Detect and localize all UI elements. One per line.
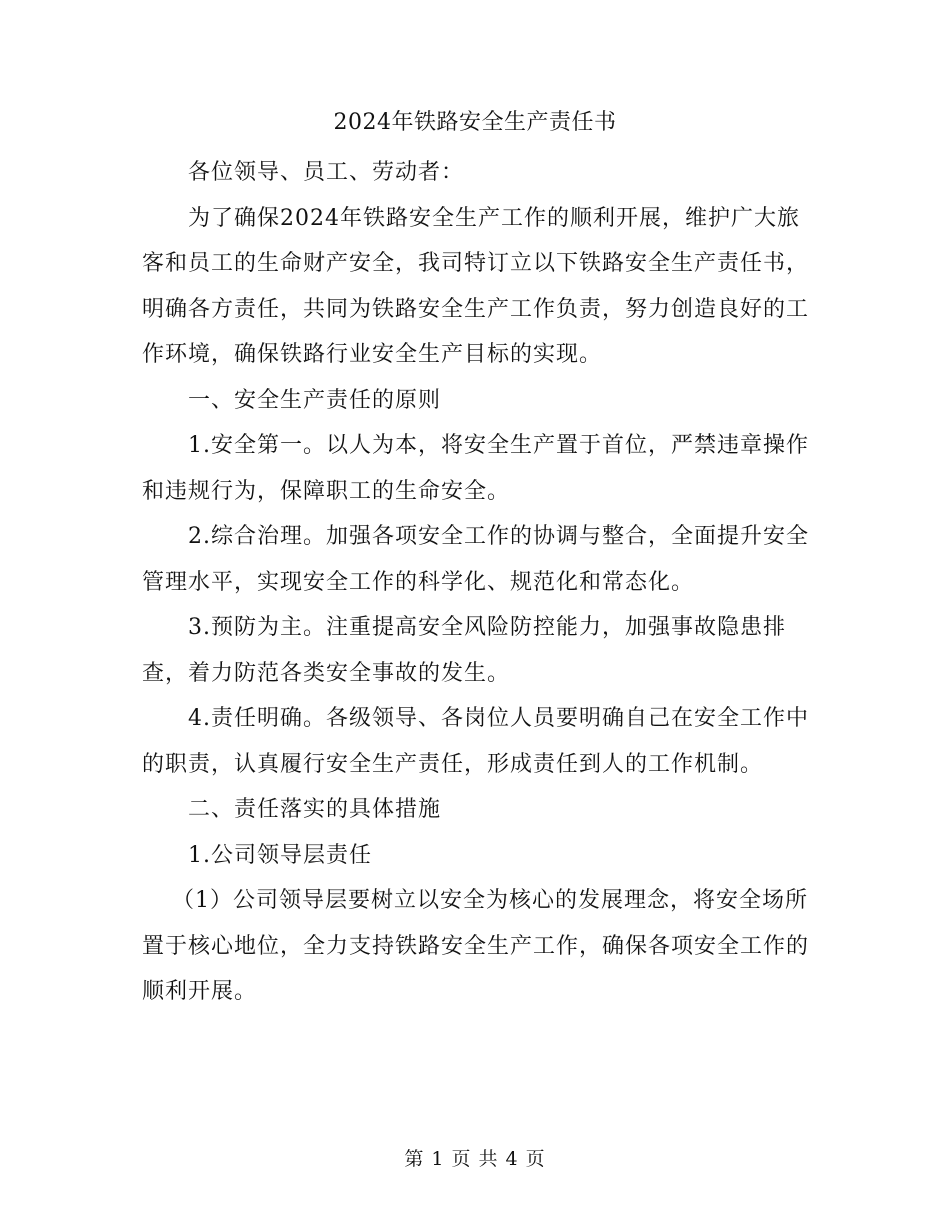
salutation: 各位领导、员工、劳动者： — [188, 160, 465, 185]
principle-item-1: 1.安全第一。以人为本，将安全生产置于首位，严禁违章操作和违规行为，保障职工的生命安全。 — [142, 433, 809, 504]
section-heading-measures: 二、责任落实的具体措施 — [188, 797, 442, 822]
principle-item-2: 2.综合治理。加强各项安全工作的协调与整合，全面提升安全管理水平，实现安全工作的科学化、规范化和常态化。 — [142, 524, 809, 595]
page-footer: 第 1 页 共 4 页 — [404, 1148, 546, 1170]
document-body — [142, 150, 814, 1015]
measure-subheading-1: 1.公司领导层责任 — [188, 842, 372, 868]
document-title: 2024年铁路安全生产责任书 — [333, 110, 617, 135]
measure-item-1-1: （1）公司领导层要树立以安全为核心的发展理念，将安全场所置于核心地位，全力支持铁路安全生产工作，确保各项安全工作的顺利开展。 — [142, 888, 810, 1004]
principle-item-3: 3.预防为主。注重提高安全风险防控能力，加强事故隐患排查，着力防范各类安全事故的发生。 — [142, 615, 786, 686]
principle-item-4: 4.责任明确。各级领导、各岗位人员要明确自己在安全工作中的职责，认真履行安全生产责任，形成责任到人的工作机制。 — [142, 706, 809, 777]
section-heading-principles: 一、安全生产责任的原则 — [188, 387, 442, 413]
intro-paragraph: 为了确保2024年铁路安全生产工作的顺利开展，维护广大旅客和员工的生命财产安全，我司特订立以下铁路安全生产责任书，明确各方责任，共同为铁路安全生产工作负责，努力创造良好的工作环境，确保铁路行业安全生产目标的实现。 — [142, 205, 810, 367]
